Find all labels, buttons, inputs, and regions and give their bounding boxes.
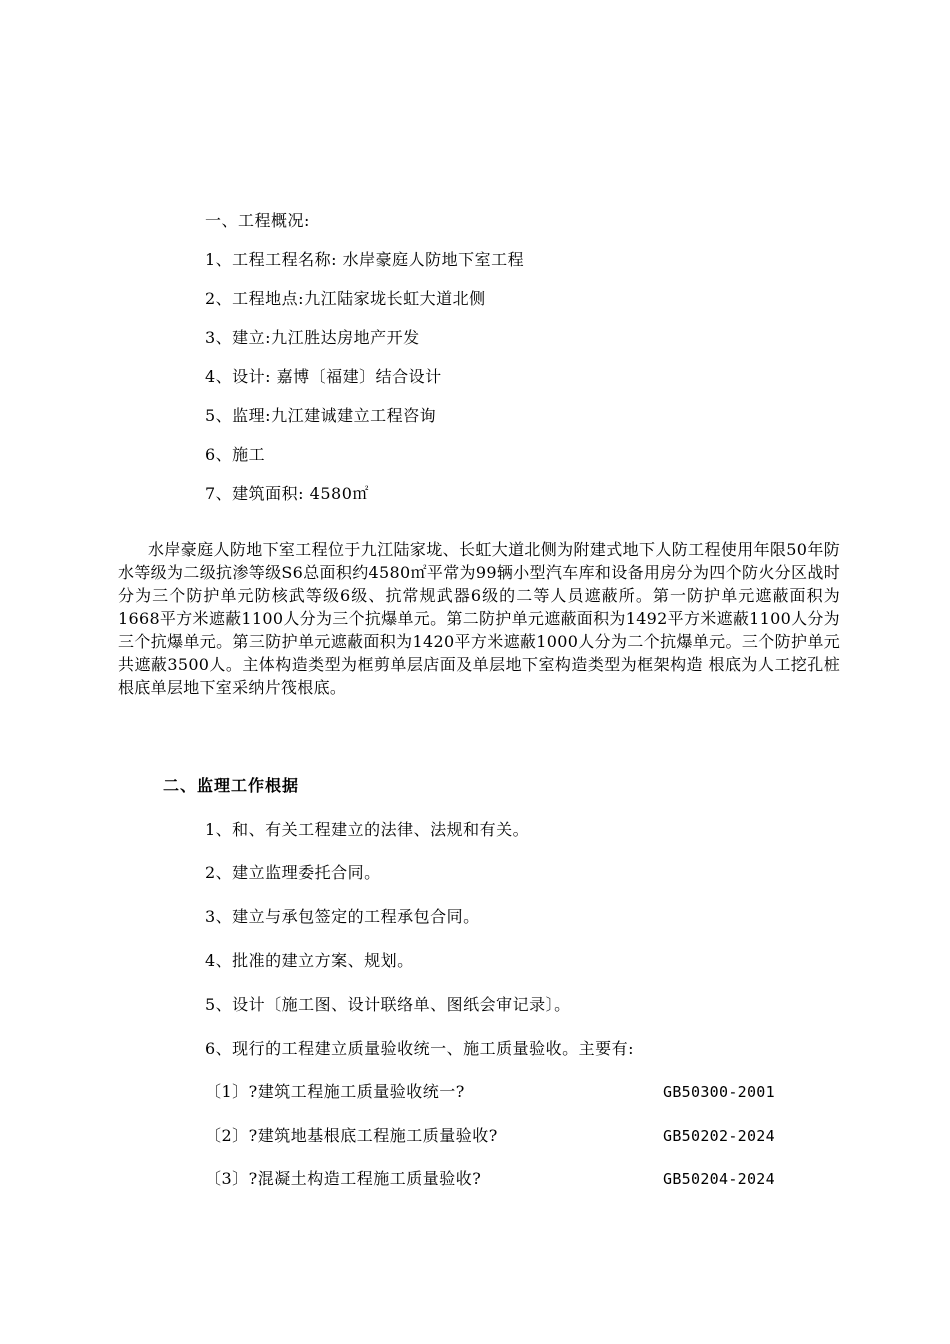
standard-title: 〔1〕?建筑工程施工质量验收统一?	[205, 1082, 465, 1101]
basis-item-contract: 2、建立监理委托合同。	[205, 863, 381, 882]
developer-line: 3、建立:九江胜达房地产开发	[205, 328, 420, 347]
supervisor-line: 5、监理:九江建诚建立工程咨询	[205, 406, 437, 425]
basis-item-standards: 6、现行的工程建立质量验收统一、施工质量验收。主要有:	[205, 1039, 635, 1058]
designer-line: 4、设计: 嘉博〔福建〕结合设计	[205, 367, 442, 386]
standard-code: GB50300-2001	[663, 1083, 775, 1101]
basis-item-plan: 4、批准的建立方案、规划。	[205, 951, 414, 970]
construction-line: 6、施工	[205, 445, 266, 464]
section2-title: 二、监理工作根据	[163, 776, 300, 795]
project-description-paragraph: 水岸豪庭人防地下室工程位于九江陆家垅、长虹大道北侧为附建式地下人防工程使用年限50年防水等级为二级抗渗等级S6总面积约4580㎡平常为99辆小型汽车库和设备用房分为四个防火分区战时分为三个防护单元防核武等级6级、抗常规武器6级的二等人员遮蔽所。第一防护单元遮蔽面积为1668平方米遮蔽1100人分为三个抗爆单元。第二防护单元遮蔽面积为1492平方米遮蔽1100人分为三个抗爆单元。第三防护单元遮蔽面积为1420平方米遮蔽1000人分为二个抗爆单元。三个防护单元共遮蔽3500人。主体构造类型为框剪单层店面及单层地下室构造类型为框架构造 根底为人工挖孔桩根底单层地下室采纳片筏根底。	[118, 540, 840, 697]
section1-title: 一、工程概况:	[205, 211, 310, 230]
standard-title: 〔3〕?混凝土构造工程施工质量验收?	[205, 1169, 482, 1188]
project-location-line: 2、工程地点:九江陆家垅长虹大道北侧	[205, 289, 486, 308]
building-area-line: 7、建筑面积: 4580㎡	[205, 484, 369, 503]
standard-code: GB50204-2024	[663, 1170, 775, 1188]
standard-code: GB50202-2024	[663, 1127, 775, 1145]
basis-item-construction-contract: 3、建立与承包签定的工程承包合同。	[205, 907, 480, 926]
project-name-line: 1、工程工程名称: 水岸豪庭人防地下室工程	[205, 250, 525, 269]
basis-item-laws: 1、和、有关工程建立的法律、法规和有关。	[205, 820, 530, 839]
standard-title: 〔2〕?建筑地基根底工程施工质量验收?	[205, 1126, 498, 1145]
basis-item-design: 5、设计〔施工图、设计联络单、图纸会审记录〕。	[205, 995, 571, 1014]
